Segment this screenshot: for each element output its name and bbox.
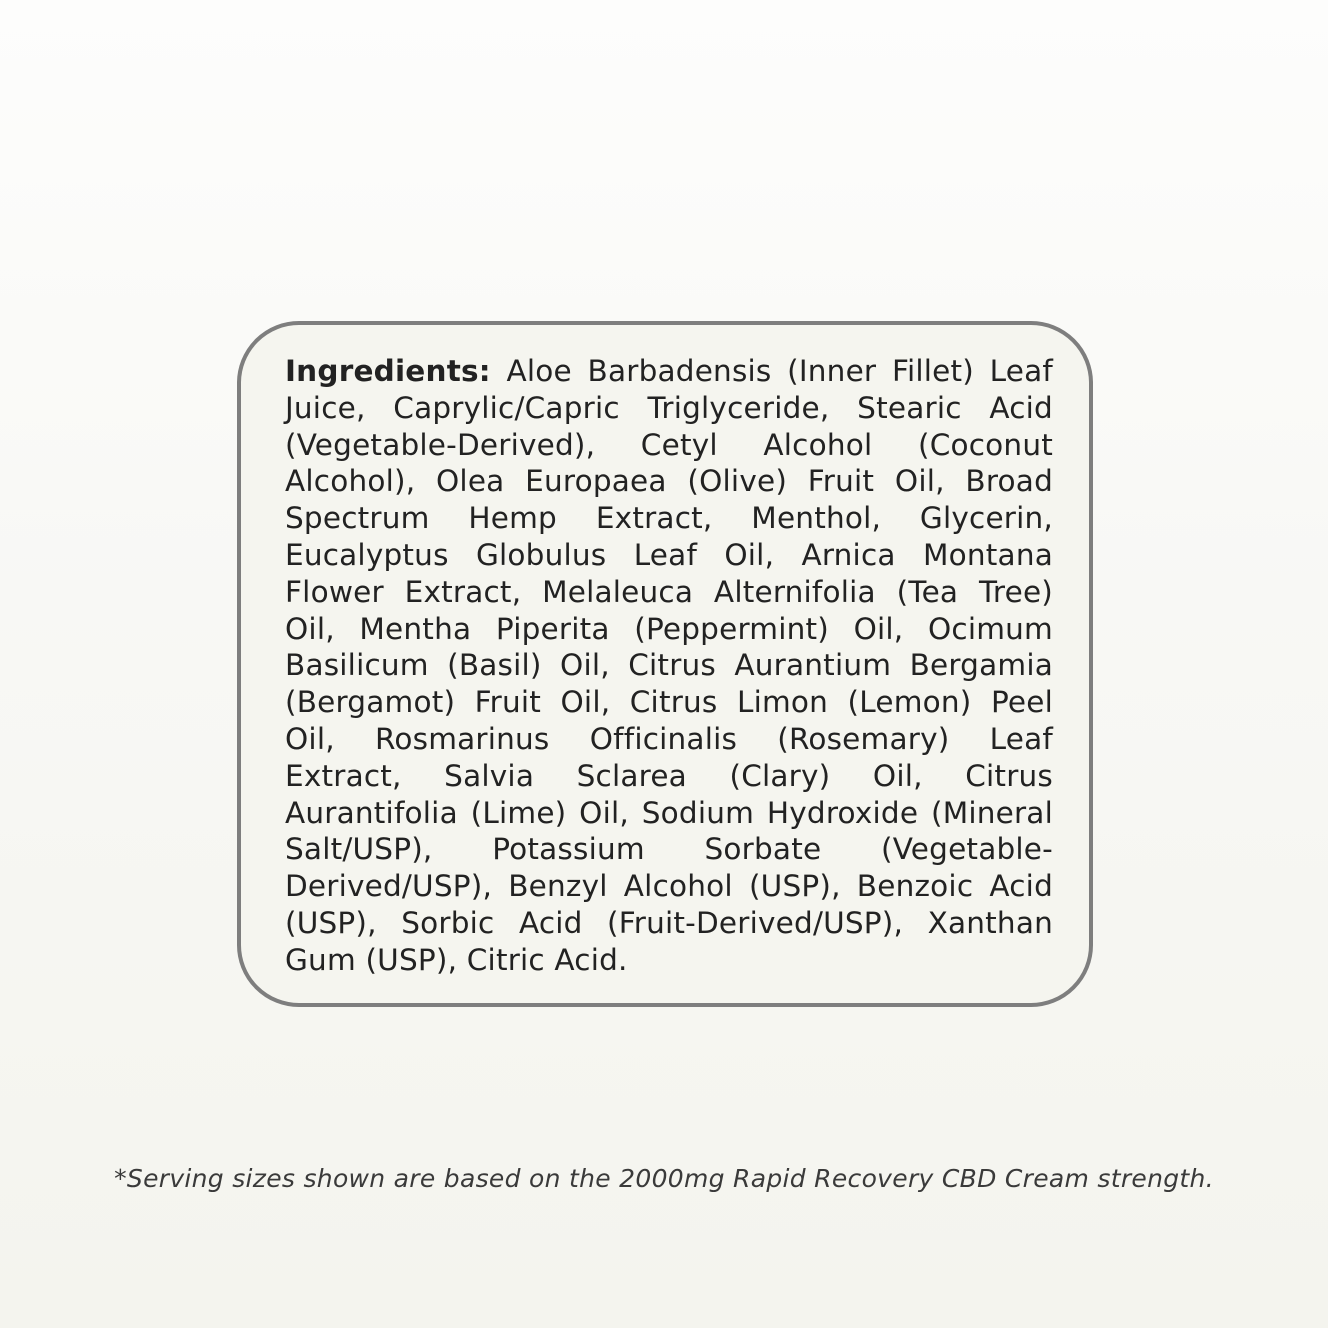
ingredients-paragraph — [285, 353, 1053, 979]
ingredients-heading: Ingredients: — [285, 354, 491, 388]
ingredients-text: Aloe Barbadensis (Inner Fillet) Leaf Juice, Caprylic/Capric Triglyceride, Stearic Acid (Vegetable-Derived), Cetyl Alcohol (Coconut Alcohol), Olea Europaea (Olive) Fruit Oil, Broad Spectrum Hemp Extract, Menthol, Glycerin, Eucalyptus Globulus Leaf Oil, Arnica Montana Flower Extract, Melaleuca Alternifolia (Tea Tree) Oil, Mentha Piperita (Peppermint) Oil, Ocimum Basilicum (Basil) Oil, Citrus Aurantium Bergamia (Bergamot) Fruit Oil, Citrus Limon (Lemon) Peel Oil, Rosmarinus Officinalis (Rosemary) Leaf Extract, Salvia Sclarea (Clary) Oil, Citrus Aurantifolia (Lime) Oil, Sodium Hydroxide (Mineral Salt/USP), Potassium Sorbate (Vegetable-Derived/USP), Benzyl Alcohol (USP), Benzoic Acid (USP), Sorbic Acid (Fruit-Derived/USP), Xanthan Gum (USP), Citric Acid. — [285, 354, 1053, 977]
ingredients-label-box — [237, 321, 1093, 1007]
serving-size-footnote: *Serving sizes shown are based on the 2000mg Rapid Recovery CBD Cream strength. — [114, 1164, 1214, 1193]
